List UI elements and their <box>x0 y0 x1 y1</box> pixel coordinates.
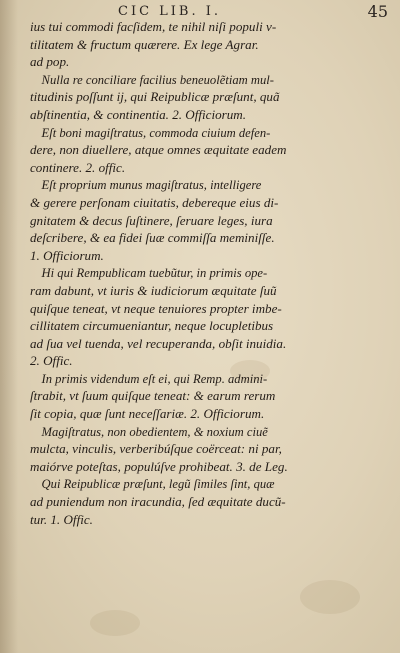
running-head: CIC LIB. I. <box>118 4 222 19</box>
text-line: 2. Offic. <box>30 353 73 369</box>
text-line: abſtinentia, & continentia. 2. Officiorum. <box>30 106 247 122</box>
text-line: dere, non diuellere, atque omnes æquitate eadem <box>30 142 287 158</box>
text-line: Eſt proprium munus magiſtratus, intelligere <box>41 177 262 193</box>
paper-stain <box>90 610 140 636</box>
text-line: ad ſua vel tuenda, vel recuperanda, obſit inuidia. <box>30 335 287 351</box>
page-gutter-shadow <box>0 0 18 653</box>
text-line: tilitatem & fructum quærere. Ex lege Agrar. <box>30 36 259 52</box>
text-line: Eſt boni magiſtratus, commoda ciuium defen- <box>41 124 271 140</box>
text-line: ad puniendum non iracundia, ſed æquitate ducũ- <box>30 494 286 510</box>
text-line: Hi qui Rempublicam tuebũtur, in primis ope- <box>41 265 268 281</box>
paper-stain <box>300 580 360 614</box>
text-block <box>30 18 348 528</box>
text-line: titudinis poſſunt ij, qui Reipublicæ præſunt, quã <box>30 89 280 105</box>
text-line: Magiſtratus, non obedientem, & noxium ciuẽ <box>41 423 268 439</box>
text-line: quiſque teneat, vt neque tenuiores propter imbe- <box>30 300 282 316</box>
text-line: ram dabunt, vt iuris & iudiciorum æquitate ſuũ <box>30 282 277 298</box>
text-line: mulcta, vinculis, verberibúſque coërceat: ni par, <box>30 441 282 457</box>
text-line: tur. 1. Offic. <box>30 511 93 527</box>
text-line: maiórve poteſtas, populúſve prohibeat. 3. de Leg. <box>30 458 288 474</box>
text-line: ſit copia, quæ ſunt neceſſariæ. 2. Officiorum. <box>30 406 265 422</box>
text-line: continere. 2. offic. <box>30 159 126 175</box>
text-line: & gerere perſonam ciuitatis, debereque eius di- <box>30 194 279 210</box>
text-line: Qui Reipublicæ præſunt, legũ ſimiles ſint, quæ <box>41 476 275 492</box>
text-line: deſcribere, & ea fidei ſuæ commiſſa meminiſſe. <box>30 230 275 246</box>
text-line: Nulla re conciliare facilius beneuolẽtiam mul- <box>41 71 274 87</box>
text-line: ſtrabit, vt ſuum quiſque teneat: & earum rerum <box>30 388 276 404</box>
text-line: cillitatem circumueniantur, neque locupletibus <box>30 318 274 334</box>
text-line: ad pop. <box>30 54 70 70</box>
page-number: 45 <box>367 2 388 21</box>
text-line: gnitatem & decus ſuſtinere, ſeruare leges, iura <box>30 212 273 228</box>
text-line: ius tui commodi facſidem, te nihil niſi populi v- <box>30 19 277 34</box>
text-line: 1. Officiorum. <box>30 247 104 263</box>
text-line: In primis videndum eſt ei, qui Remp. admini- <box>41 370 268 386</box>
